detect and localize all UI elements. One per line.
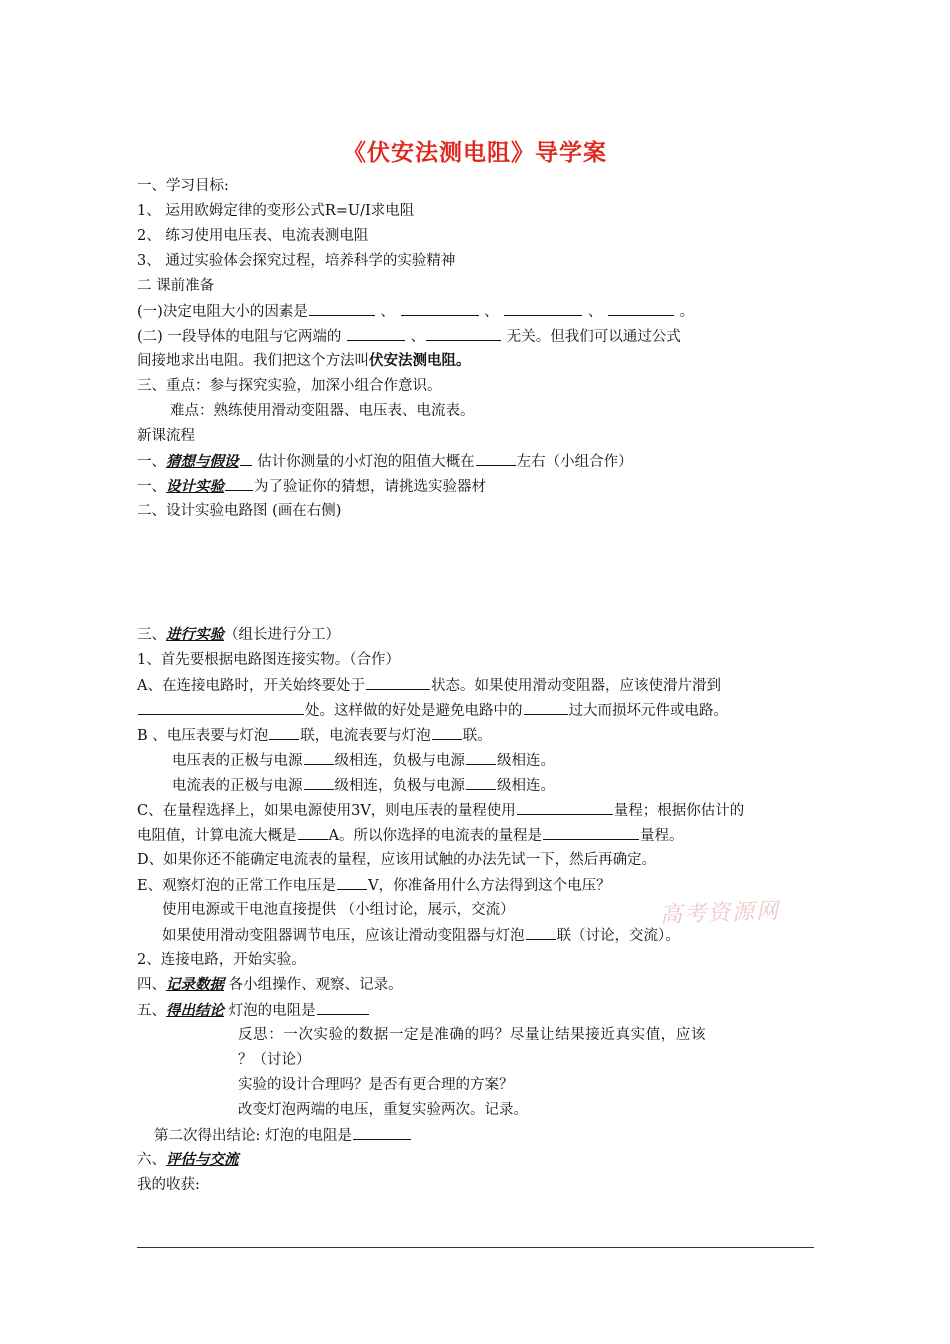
reflection-2: ？（讨论） (238, 1052, 311, 1068)
reflection-1: 反思：一次实验的数据一定是准确的吗？尽量让结果接近真实值，应该 (238, 1027, 707, 1043)
blank-field[interactable] (466, 750, 496, 765)
reflection-3: 实验的设计合理吗？是否有更合理的方案？ (238, 1077, 514, 1093)
method-name: 伏安法测电阻。 (369, 352, 471, 369)
step-circuit: 二、设计实验电路图 (画在右侧) (137, 503, 342, 519)
blank-field[interactable] (543, 825, 639, 840)
difficulty: 难点：熟练使用滑动变阻器、电压表、电流表。 (170, 403, 475, 419)
record-section: 四、记录数据 各小组操作、观察、记录。 (137, 976, 403, 993)
blank-field[interactable] (317, 1000, 369, 1015)
watermark-logo: 高考资源网 (659, 898, 781, 929)
exp-b-line2: 电压表的正极与电源 级相连，负极与电源 级相连。 (172, 750, 555, 771)
blank-field[interactable] (304, 775, 334, 790)
blank-field[interactable] (337, 875, 367, 890)
blank-field[interactable] (353, 1125, 411, 1140)
reflection-4: 改变灯泡两端的电压，重复实验两次。记录。 (238, 1102, 528, 1118)
exp-c-line2: 电阻值，计算电流大概是 A。所以你选择的电流表的量程是 量程。 (137, 825, 683, 846)
step-title: 进行实验 (166, 626, 224, 643)
second-conclusion: 第二次得出结论: 灯泡的电阻是 (154, 1125, 412, 1146)
step-title: 设计实验 (166, 478, 224, 495)
goal-3: 3、 通过实验体会探究过程，培养科学的实验精神 (137, 253, 456, 269)
blank-field[interactable] (401, 301, 479, 316)
exp-b-line3: 电流表的正极与电源 级相连，负极与电源 级相连。 (172, 775, 555, 796)
goals-heading: 一、学习目标: (137, 178, 229, 194)
blank-field[interactable] (347, 326, 405, 341)
prep-question-2: (二) 一段导体的电阻与它两端的 、 无关。但我们可以通过公式 (137, 326, 681, 347)
goal-1: 1、 运用欧姆定律的变形公式R=U/I求电阻 (137, 203, 415, 219)
blank-field[interactable] (608, 301, 674, 316)
step-design: 一、设计实验 为了验证你的猜想，请挑选实验器材 (137, 478, 486, 495)
step-title: 得出结论 (166, 1002, 224, 1019)
step-guess: 一、猜想与假设 估计你测量的小灯泡的阻值大概在 左右（小组合作） (137, 453, 633, 470)
exp-a-line1: A、在连接电路时，开关始终要处于 状态。如果使用滑动变阻器，应该使滑片滑到 (137, 675, 721, 696)
blank-field[interactable] (524, 700, 568, 715)
blank-field[interactable] (517, 800, 613, 815)
blank-field[interactable] (269, 725, 299, 740)
blank-field[interactable] (476, 451, 516, 466)
exp-heading: 三、进行实验（组长进行分工） (137, 626, 340, 643)
key-point: 三、重点：参与探究实验，加深小组合作意识。 (137, 378, 442, 394)
exp-e-line1: E、观察灯泡的正常工作电压是 V，你准备用什么方法得到这个电压？ (137, 875, 611, 896)
page-title: 《伏安法测电阻》导学案 (343, 140, 607, 166)
exp-a-line2: 处。这样做的好处是避免电路中的 过大而损坏元件或电路。 (137, 700, 728, 721)
step-title: 记录数据 (166, 976, 224, 993)
conclusion-section: 五、得出结论 灯泡的电阻是 (137, 1000, 370, 1021)
exp-e-line2: 使用电源或干电池直接提供 （小组讨论，展示，交流） (162, 902, 515, 918)
blank-field[interactable] (466, 775, 496, 790)
prep-question-1: (一)决定电阻大小的因素是 、 、 、 。 (137, 301, 694, 322)
blank-field[interactable] (526, 925, 556, 940)
evaluate-section: 六、评估与交流 (137, 1151, 239, 1168)
blank-field[interactable] (504, 301, 582, 316)
step-title: 猜想与假设 (166, 453, 239, 470)
flow-heading: 新课流程 (137, 428, 195, 444)
exp-p2: 2、连接电路，开始实验。 (137, 952, 306, 968)
blank-field[interactable] (138, 700, 304, 715)
blank-field[interactable] (304, 750, 334, 765)
footer-divider (137, 1247, 814, 1248)
blank-field[interactable] (298, 825, 328, 840)
step-title: 评估与交流 (166, 1151, 239, 1168)
exp-d: D、如果你还不能确定电流表的量程，应该用试触的办法先试一下，然后再确定。 (137, 852, 657, 868)
prep-question-2-cont: 间接地求出电阻。我们把这个方法叫伏安法测电阻。 (137, 352, 471, 369)
goal-2: 2、 练习使用电压表、电流表测电阻 (137, 228, 369, 244)
blank-field[interactable] (432, 725, 462, 740)
blank-field[interactable] (309, 301, 375, 316)
my-gains: 我的收获: (137, 1177, 200, 1193)
prep-heading: 二 课前准备 (137, 278, 215, 294)
exp-c-line1: C、在量程选择上，如果电源使用3V，则电压表的量程使用 量程；根据你估计的 (137, 800, 744, 821)
exp-b-line1: B 、电压表要与灯泡 联，电流表要与灯泡 联。 (137, 725, 492, 746)
blank-field[interactable] (426, 326, 501, 341)
exp-e-line3: 如果使用滑动变阻器调节电压，应该让滑动变阻器与灯泡 联（讨论，交流）。 (162, 925, 680, 946)
exp-p1: 1、首先要根据电路图连接实物。（合作） (137, 652, 400, 668)
blank-field[interactable] (366, 675, 430, 690)
